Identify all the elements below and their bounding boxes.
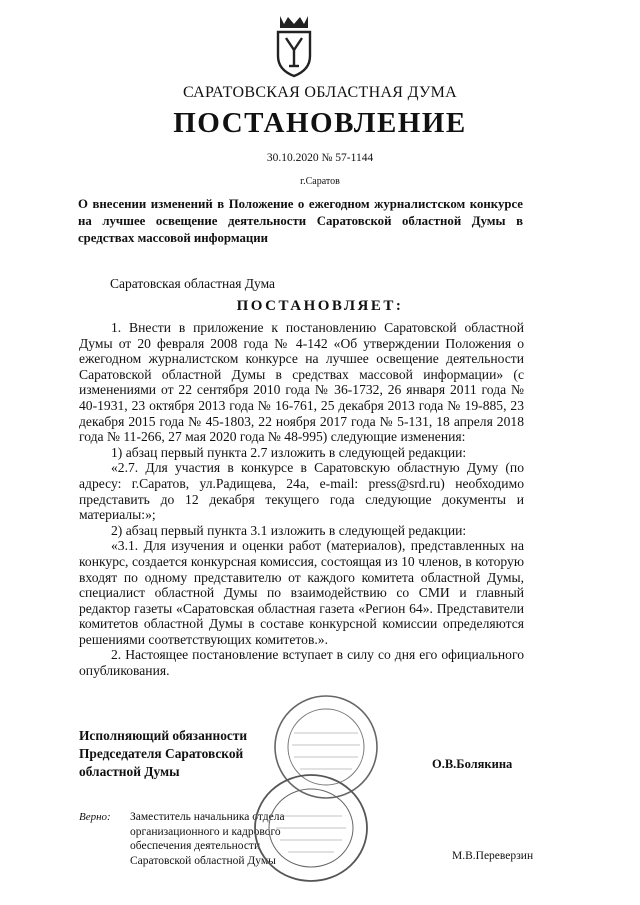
certifier-name: М.В.Переверзин — [452, 850, 534, 862]
position-line: областной Думы — [79, 764, 180, 779]
position-line: организационного и кадрового — [130, 825, 281, 838]
body-text — [79, 320, 524, 679]
organization-name: САРАТОВСКАЯ ОБЛАСТНАЯ ДУМА — [183, 84, 457, 101]
document-heading: О внесении изменений в Положение о ежегодном журналистском конкурсе на лучшее освещение деятельности Саратовской областной Думы в средствах массовой информации — [78, 197, 523, 245]
paragraph: «2.7. Для участия в конкурсе в Саратовскую областную Думу (по адресу: г.Саратов, ул.Радищева, 24а, e-mail: press@srd.ru) необходимо представить до 12 декабря текущего года следующие документы и материалы:»; — [79, 460, 524, 523]
paragraph: «3.1. Для изучения и оценки работ (материалов), представленных на конкурс, создается конкурсная комиссия, состоящая из 10 членов, в которую входят по одному представителю от каждого комитета областной Думы, специалист областной Думы по взаимодействию со СМИ и главный редактор газеты «Саратовская областная газета «Регион 64». Представители комитетов областной Думы в составе конкурсной комиссии определяются решениями соответствующих комитетов.». — [79, 538, 524, 647]
paragraph: 1. Внести в приложение к постановлению Саратовской областной Думы от 20 февраля 2008 года № 4-142 «Об утверждении Положения о ежегодном журналистском конкурсе на лучшее освещение деятельности Саратовской областной Думы в средствах массовой информации» (с изменениями от 22 сентября 2010 года № 36-1732, 26 января 2011 года № 40-1931, 23 октября 2013 года № 16-761, 25 декабря 2013 года № 19-885, 23 декабря 2015 года № 45-1803, 22 ноября 2017 года № 5-131, 18 апреля 2018 года № 11-266, 27 мая 2020 года № 48-995) следующие изменения: — [79, 320, 524, 445]
position-line: Заместитель начальника отдела — [130, 811, 285, 823]
stamp-icon — [252, 772, 370, 884]
paragraph: 1) абзац первый пункта 2.7 изложить в следующей редакции: — [111, 444, 467, 460]
resolves-heading: ПОСТАНОВЛЯЕТ: — [236, 298, 404, 314]
city: г.Саратов — [300, 176, 340, 187]
signatory-name: О.В.Болякина — [432, 757, 513, 771]
coat-of-arms-icon — [274, 12, 314, 78]
position-line: обеспечения деятельности — [130, 840, 261, 852]
certification-label: Верно: — [79, 811, 111, 823]
position-line: Саратовской областной Думы — [130, 854, 276, 867]
paragraph: 2. Настоящее постановление вступает в силу со дня его официального опубликования. — [79, 647, 524, 679]
document-title: ПОСТАНОВЛЕНИЕ — [173, 107, 467, 139]
position-line: Исполняющий обязанности — [79, 728, 248, 743]
duma-name: Саратовская областная Дума — [110, 276, 276, 291]
position-line: Председателя Саратовской — [79, 746, 244, 761]
signatory-position — [79, 727, 247, 781]
paragraph: 2) абзац первый пункта 3.1 изложить в следующей редакции: — [111, 522, 467, 538]
date-number: 30.10.2020 № 57-1144 — [266, 152, 374, 164]
